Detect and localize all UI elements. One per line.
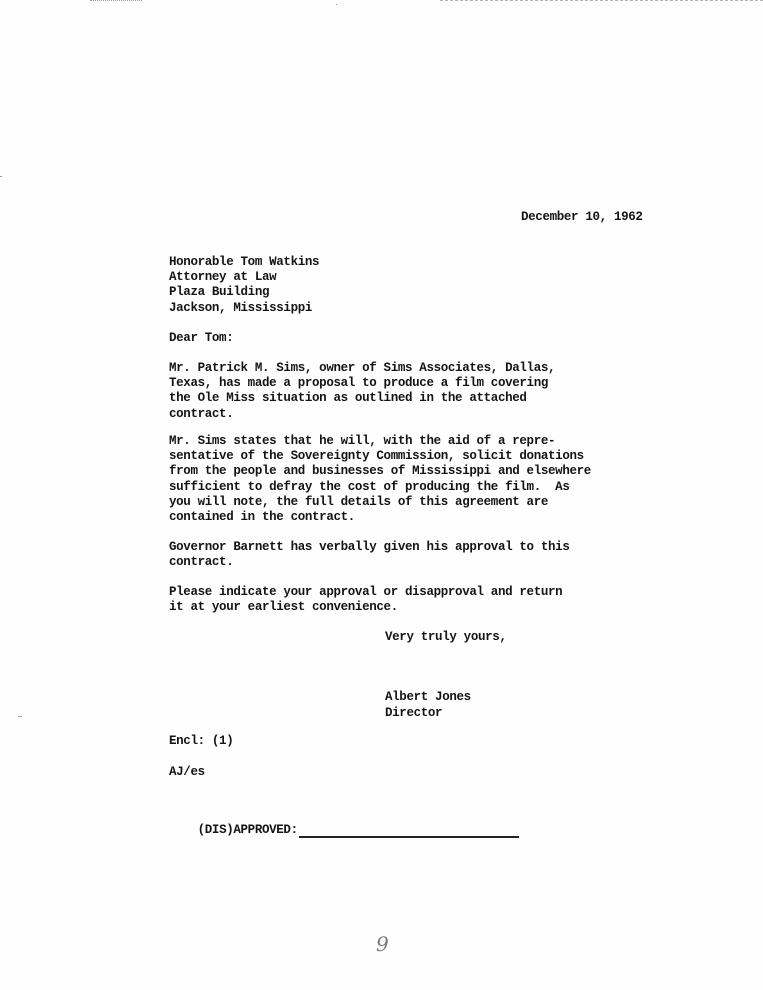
paragraph-line: from the people and businesses of Mississippi and elsewhere bbox=[169, 464, 591, 479]
paragraph-line: contract. bbox=[169, 555, 234, 570]
approval-row bbox=[169, 808, 519, 854]
body-paragraph-3 bbox=[169, 540, 569, 570]
body-paragraph-2 bbox=[169, 434, 591, 525]
paragraph-line: Please indicate your approval or disapproval and return bbox=[169, 585, 563, 599]
recipient-line: Plaza Building bbox=[169, 285, 270, 300]
enclosure-note: Encl: (1) bbox=[169, 734, 234, 748]
letter-date: December 10, 1962 bbox=[521, 210, 643, 224]
paragraph-line: it at your earliest convenience. bbox=[169, 600, 398, 615]
paragraph-line: Governor Barnett has verbally given his approval to this bbox=[169, 540, 570, 554]
approval-label: (DIS)APPROVED: bbox=[197, 823, 298, 838]
recipient-line: Honorable Tom Watkins bbox=[169, 255, 320, 269]
paragraph-line: sentative of the Sovereignty Commission, solicit donations bbox=[169, 449, 584, 464]
handwritten-page-number: 9 bbox=[376, 932, 389, 956]
paragraph-line: you will note, the full details of this agreement are bbox=[169, 494, 549, 509]
scan-speck bbox=[336, 4, 337, 5]
paragraph-line: the Ole Miss situation as outlined in the attached bbox=[169, 391, 527, 406]
typist-initials: AJ/es bbox=[169, 765, 205, 779]
scan-edge-left bbox=[90, 0, 142, 5]
paragraph-line: contract. bbox=[169, 406, 234, 421]
paragraph-line: sufficient to defray the cost of producing the film. As bbox=[169, 479, 570, 494]
signer-name: Albert Jones bbox=[385, 690, 471, 704]
scan-speck bbox=[18, 716, 22, 717]
paragraph-line: Texas, has made a proposal to produce a film covering bbox=[169, 376, 549, 391]
recipient-line: Attorney at Law bbox=[169, 270, 277, 285]
signer-title: Director bbox=[385, 706, 443, 720]
approval-signature-line[interactable] bbox=[299, 824, 519, 838]
paragraph-line: Mr. Sims states that he will, with the aid of a repre- bbox=[169, 434, 556, 448]
body-paragraph-1 bbox=[169, 361, 555, 422]
recipient-line: Jackson, Mississippi bbox=[169, 300, 313, 315]
salutation: Dear Tom: bbox=[169, 331, 234, 345]
paragraph-line: Mr. Patrick M. Sims, owner of Sims Associates, Dallas, bbox=[169, 361, 556, 375]
paragraph-line: contained in the contract. bbox=[169, 510, 355, 525]
closing: Very truly yours, bbox=[385, 630, 507, 644]
recipient-address bbox=[169, 255, 319, 316]
body-paragraph-4 bbox=[169, 585, 562, 615]
scan-edge-right bbox=[440, 0, 763, 5]
scan-speck bbox=[0, 176, 2, 177]
